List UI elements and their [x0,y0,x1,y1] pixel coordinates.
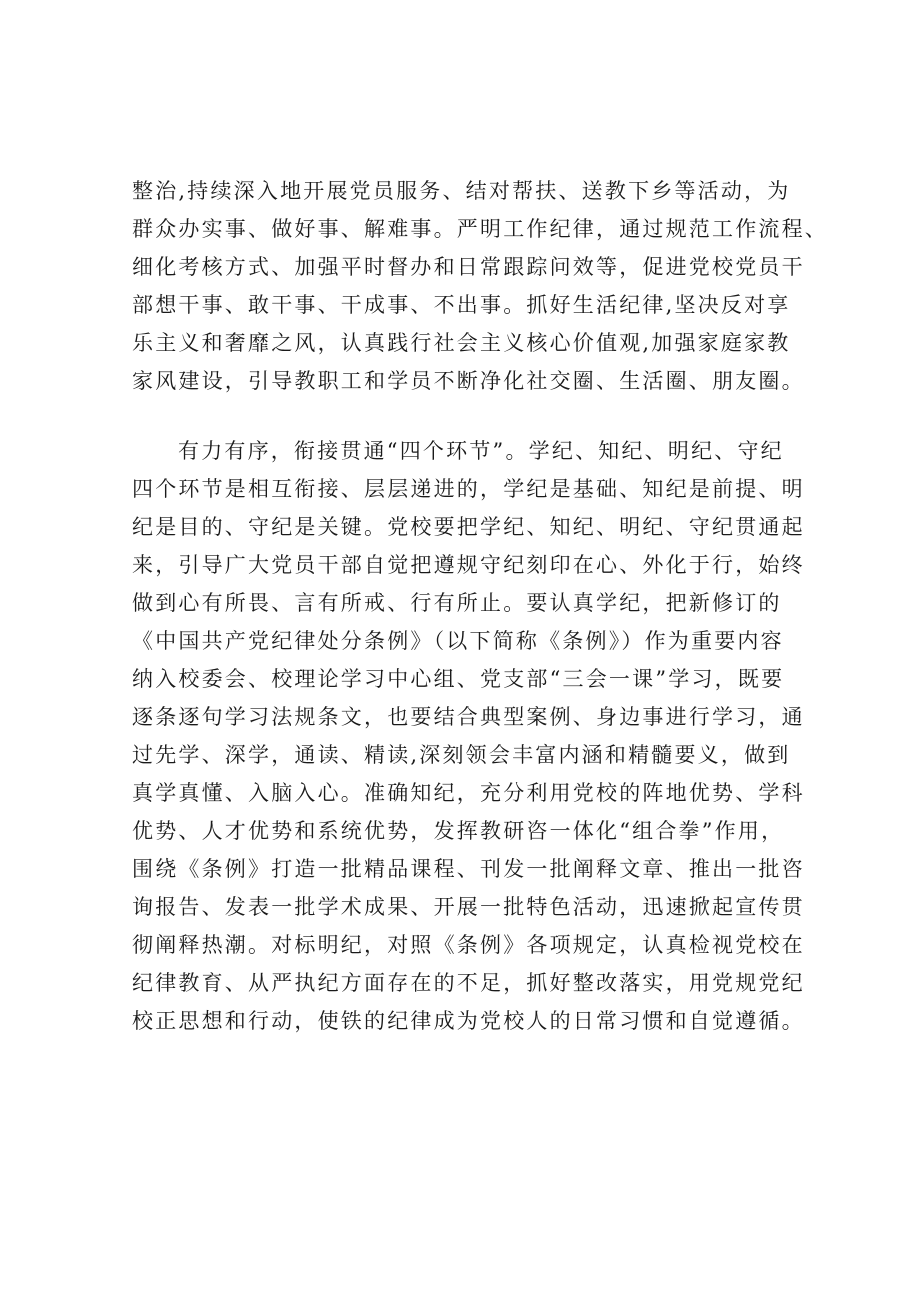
text-line: 纳入校委会、校理论学习中心组、党支部“三会一课”学习，既要 [132,667,785,691]
text-line-first: 有力有序，衔接贯通“四个环节”。学纪、知纪、明纪、守纪 [178,439,784,463]
text-line: 家风建设，引导教职工和学员不断净化社交圈、生活圈、朋友圈。 [132,369,805,393]
text-line: 四个环节是相互衔接、层层递进的，学纪是基础、知纪是前提、明 [132,477,805,501]
paragraph-discipline-life [132,172,828,400]
paragraph-four-links [132,432,805,1040]
text-line: 过先学、深学，通读、精读,深刻领会丰富内涵和精髓要义，做到 [132,743,791,767]
text-line: 逐条逐句学习法规条文，也要结合典型案例、身边事进行学习，通 [132,705,805,729]
text-line: 围绕《条例》打造一批精品课程、刊发一批阐释文章、推出一批咨 [132,857,805,881]
text-line: 真学真懂、入脑入心。准确知纪，充分利用党校的阵地优势、学科 [132,781,805,805]
text-line: 群众办实事、做好事、解难事。严明工作纪律，通过规范工作流程、 [132,217,828,241]
text-line: 《中国共产党纪律处分条例》（以下简称《条例》）作为重要内容 [132,629,784,653]
text-line: 彻阐释热潮。对标明纪，对照《条例》各项规定，认真检视党校在 [132,933,805,957]
text-line: 校正思想和行动，使铁的纪律成为党校人的日常习惯和自觉遵循。 [132,1009,805,1033]
text-line: 整治,持续深入地开展党员服务、结对帮扶、送教下乡等活动，为 [132,179,791,203]
text-line: 部想干事、敢干事、干成事、不出事。抓好生活纪律,坚决反对享 [132,293,791,317]
text-line: 纪律教育、从严执纪方面存在的不足，抓好整改落实，用党规党纪 [132,971,805,995]
text-line: 询报告、发表一批学术成果、开展一批特色活动，迅速掀起宣传贯 [132,895,805,919]
text-line: 来，引导广大党员干部自觉把遵规守纪刻印在心、外化于行，始终 [132,553,805,577]
text-line: 做到心有所畏、言有所戒、行有所止。要认真学纪，把新修订的 [132,591,782,615]
text-line: 乐主义和奢靡之风，认真践行社会主义核心价值观,加强家庭家教 [132,331,791,355]
text-line: 纪是目的、守纪是关键。党校要把学纪、知纪、明纪、守纪贯通起 [132,515,805,539]
text-line: 细化考核方式、加强平时督办和日常跟踪问效等，促进党校党员干 [132,255,805,279]
text-line: 优势、人才优势和系统优势，发挥教研咨一体化“组合拳”作用， [132,819,785,843]
